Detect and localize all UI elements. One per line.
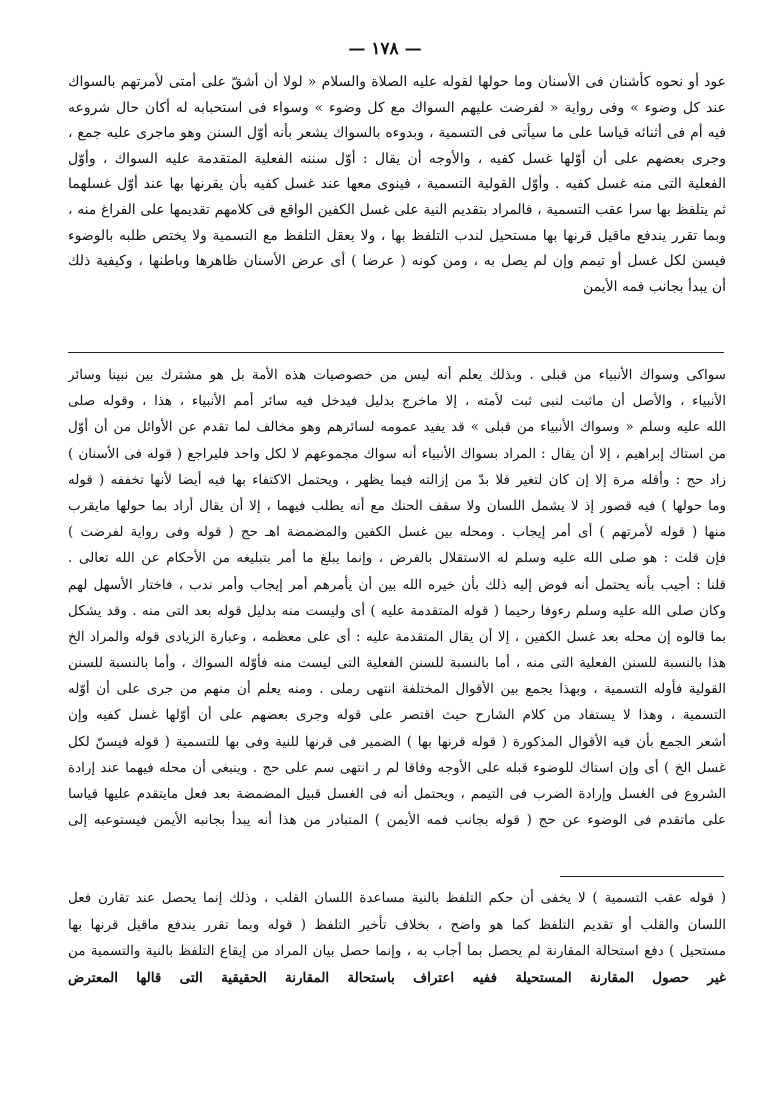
commentary-line: القولية فأوله التسمية ، وبهذا يجمع بين الأقوال المختلفة انتهى رملى . ومنه يعلم أن منهم من جرى على أن أوّله: [68, 681, 726, 698]
main-text-line: عند كل وضوء » وفى رواية « لفرضت عليهم السواك مع كل وضوء » وسواء فى استحبابه له أكان حال شروعه: [68, 99, 726, 116]
commentary-line: الله عليه وسلم « وسواك الأنبياء من قبلى » قد يفيد عمومه لسائرهم وهو مخالف لما تقدم عن الأوائل من أن أوّل: [68, 419, 726, 436]
section-divider: [68, 352, 724, 353]
main-text-line: فيه أم فى أثنائه قياسا على ما سيأتى فى التسمية ، وبدوءه بالسواك يشعر بأنه أوّل السنن وهو ماجرى عليه جمع ،: [68, 125, 726, 142]
commentary-line: وما حولها ) فيه قصور إذ لا يشمل اللسان ولا سقف الحنك مع أنه يطلب فيهما ، إلا أن يقال أراد بما حولها مايقرب: [68, 497, 726, 514]
main-text-line: ثم يتلفظ بها سرا عقب التسمية ، فالمراد بتقديم النية على غسل الكفين الواقع فى كلامهم تقديمها على الفراغ منه ،: [68, 201, 726, 218]
footnote-line: غير حصول المقارنة المستحيلة ففيه اعتراف باستحالة المقارنة الحقيقية التى قالها المعترض: [68, 969, 726, 986]
commentary-line: سواكى وسواك الأنبياء من قبلى . وبذلك يعلم أنه ليس من خصوصيات هذه الأمة بل هو مشترك بين نبينا وسائر: [68, 367, 726, 383]
footnote-line: ( قوله عقب التسمية ) لا يخفى أن حكم التلفظ بالنية مساعدة اللسان القلب ، وذلك إنما يحصل عند تقارن فعل: [68, 890, 726, 906]
main-text-line: أن يبدأ بجانب فمه الأيمن: [583, 278, 726, 295]
commentary-line: هذا بالنسبة للسنن الفعلية التى منه ، أما بالنسبة للسنن الفعلية التى ليست منه فأوّله السواك ، وأما بالنسبة للسنن: [68, 655, 726, 672]
commentary-line: قلنا : أجيب بأنه يحتمل أنه فوض إليه ذلك بأن خيره الله بين أن يأمرهم أمر إيجاب وأمر ندب ، فاختار الأسهل لهم: [68, 576, 726, 593]
main-text-line: فيسن لكل غسل أو تيمم وإن لم يصل به ، ومن كونه ( عرضا ) أى عرض الأسنان ظاهرها وباطنها ، وكيفية ذلك: [68, 253, 726, 270]
footnote-line: اللسان والقلب أو تقديم التلفظ كما هو واضح ، بخلاف تأخير التلفظ ( قوله وبما تقرر يندفع ماقيل قرنها بها: [68, 916, 726, 933]
commentary-text: [68, 362, 726, 833]
page-number: — ١٧٨ —: [348, 39, 422, 59]
footnote-divider: [560, 876, 724, 877]
commentary-line: زاد حج : وأقله مرة إلا إن كان لتغير فلا بدّ من إزالته فيما يظهر ، ويحتمل الاكتفاء بها فيه أيضا لأنها تخففه ( قوله: [68, 471, 726, 488]
footnote-text: [68, 885, 726, 991]
commentary-line: أشعر الجمع بأن فيه الأقوال المذكورة ( قوله قرنها بها ) الضمير فى قرنها للنية وفى بها للتسمية ( قوله فيسنّ لكل: [68, 733, 726, 750]
main-text: [68, 70, 726, 300]
commentary-line: فإن قلت : هو صلى الله عليه وسلم له الاستقلال بالفرض ، وإنما يبلغ ما أمر بتبليغه من الأحكام عن الله تعالى .: [68, 550, 726, 567]
commentary-line: على ماتقدم فى الوضوء عن حج ( قوله بجانب فمه الأيمن ) المتبادر من هذا أنه يبدأ بجانبه الأيمن فيستوعبه إلى: [68, 812, 726, 829]
commentary-line: الأنبياء ، والأصل أن ماثبت لنبى ثبت لأمته ، إلا ماخرج بدليل فيدخل فيه سائر أمم الأنبياء ، هذا ، وقوله صلى: [68, 393, 726, 410]
commentary-line: غسل الخ ) أى وإن استاك للوضوء قبله على الأوجه وفاقا لم ر انتهى سم على حج . وينبغى أن محله فيهما عند إرادة: [68, 759, 726, 776]
commentary-line: التسمية ، وهذا لا يستفاد من كلام الشارح حيث اقتصر على قوله وجرى بعضهم على أن أوّلها غسل كفيه وإن: [68, 707, 726, 724]
main-text-line: وبما تقرر يندفع ماقيل قرنها بها مستحيل لندب التلفظ بها ، ولا يعقل التلفظ مع التسمية ولا يختص طلبه بالوضوء: [68, 227, 726, 244]
main-text-line: وجرى بعضهم على أن أوّلها غسل كفيه ، والأوجه أن يقال : أوّل سننه الفعلية المتقدمة عليه السواك ، وأوّل: [68, 150, 726, 167]
footnote-line: مستحيل ) دفع استحالة المقارنة لم يحصل بما أجاب به ، وإنما حصل بيان المراد من إيقاع التلفظ بالنية والتسمية من: [68, 943, 726, 960]
main-text-line: عود أو نحوه كأشنان فى الأسنان وما حولها لقوله عليه الصلاة والسلام « لولا أن أشقّ على أمتى لأمرتهم بالسواك: [68, 74, 726, 90]
commentary-line: منها ( قوله لأمرتهم ) أى أمر إيجاب . ومحله بين غسل الكفين والمضمضة اهـ حج ( قوله وفى رواية لفرضت ): [68, 524, 726, 541]
commentary-line: من استاك إبراهيم ، إلا أن يقال : المراد بسواك الأنبياء أنه سواك مجموعهم لا لكل واحد فليراجع ( قوله فى الأسنان ): [68, 445, 726, 462]
commentary-line: وكان صلى الله عليه وسلم رءوفا رحيما ( قوله المتقدمة عليه ) أى وليست منه بدليل قوله بعد التى منه . وقد يشكل: [68, 602, 726, 619]
commentary-line: الشروع فى الغسل وإرادة الضرب فى التيمم ، ويحتمل أنه فى الغسل قبيل المضمضة بعد فعل مايتقدم عليها قياسا: [68, 786, 726, 802]
main-text-line: الفعلية التى منه غسل كفيه . وأوّل القولية التسمية ، فينوى معها عند غسل كفيه بأن يقرنها بها عند أوّل غسلهما: [68, 176, 726, 193]
commentary-line: بما قالوه إن محله بعد غسل الكفين ، إلا أن يقال المتقدمة عليه : أى على معظمه ، وعبارة الزيادى قوله والمراد الخ: [68, 628, 726, 645]
